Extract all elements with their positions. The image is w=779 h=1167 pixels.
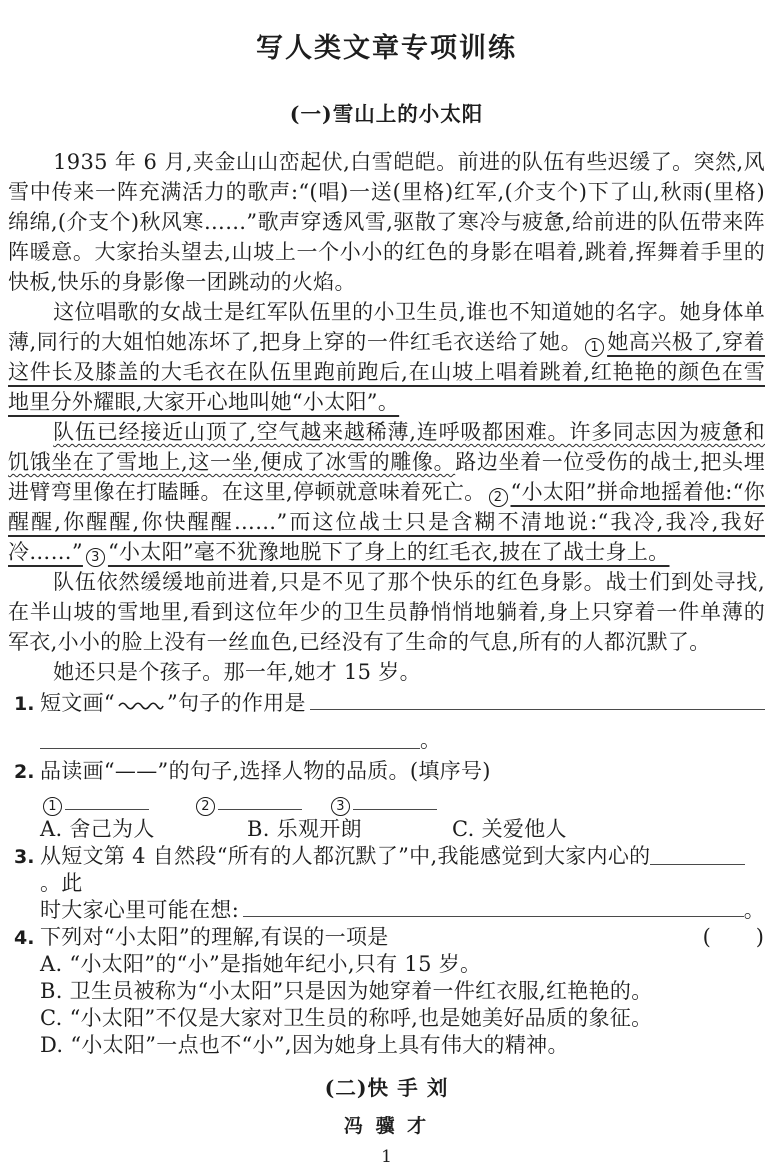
wavy-underlined-sentence: 队伍已经接近山顶了,空气越来越稀薄,连呼吸都困难。许多同志因为疲惫和饥饿坐在了雪地上,这一坐,便成了冰雪的雕像。 xyxy=(8,420,765,474)
question-1-line-1 xyxy=(8,690,765,717)
question-4-text: 下列对“小太阳”的理解,有误的一项是 xyxy=(40,925,389,949)
answer-blank xyxy=(40,730,420,749)
option-b: B. 乐观开朗 xyxy=(247,817,362,841)
author-name: 冯 骥 才 xyxy=(343,1115,430,1137)
question-3-number: 3. xyxy=(14,846,35,868)
passage-text: 这位唱歌的女战士是红军队伍里的小卫生员,谁也不知道她的名字。她身体单薄,同行的大姐怕她冻坏了,把身上穿的一件红毛衣送给了她。 xyxy=(8,300,765,354)
section1-heading: (一)雪山上的小太阳 xyxy=(289,102,484,126)
question-1-text-post: ”句子的作用是 xyxy=(166,691,306,715)
option-a: A. 舍己为人 xyxy=(40,817,155,841)
question-3-line-1 xyxy=(8,843,765,897)
circled-number-2: 2 xyxy=(489,488,508,507)
wavy-line-symbol xyxy=(118,690,164,717)
question-4 xyxy=(8,924,765,1059)
passage-paragraph-1 xyxy=(8,147,765,297)
question-2-blanks-row xyxy=(8,788,765,816)
question-1-text-pre: 短文画“ xyxy=(40,691,115,715)
question-2-number: 2. xyxy=(14,761,35,783)
question-4-number: 4. xyxy=(14,927,35,949)
question-3 xyxy=(8,843,765,924)
question-3-tail: 。 xyxy=(743,898,765,922)
passage-paragraph-4 xyxy=(8,567,765,657)
question-4-option-b: B. 卫生员被称为“小太阳”只是因为她穿着一件红衣服,红艳艳的。 xyxy=(40,979,653,1003)
answer-blank xyxy=(353,791,437,810)
blank-group-3 xyxy=(328,788,437,816)
blank-group-2 xyxy=(193,788,302,816)
section2-heading: (二)快 手 刘 xyxy=(324,1076,449,1100)
circled-number-3: 3 xyxy=(86,548,105,567)
circled-number-1: 1 xyxy=(43,797,62,816)
underlined-sentence-3: “小太阳”毫不犹豫地脱下了身上的红毛衣,披在了战士身上。 xyxy=(107,540,670,564)
question-4-line-1 xyxy=(8,924,765,951)
answer-blank xyxy=(310,691,765,710)
passage-paragraph-5 xyxy=(8,657,765,687)
circled-number-3: 3 xyxy=(331,797,350,816)
passage-text: 她还只是个孩子。那一年,她才 15 岁。 xyxy=(53,660,421,684)
passage-paragraph-2 xyxy=(8,297,765,417)
blank-group-1 xyxy=(40,788,149,816)
question-list xyxy=(8,690,765,1059)
answer-blank xyxy=(65,791,149,810)
question-2 xyxy=(8,758,765,843)
question-3-text-tail: 。此 xyxy=(40,871,83,895)
answer-blank xyxy=(243,898,744,917)
question-4-option-a: A. “小太阳”的“小”是指她年纪小,只有 15 岁。 xyxy=(40,952,482,976)
passage-paragraph-3 xyxy=(8,417,765,567)
question-3-text-2: 时大家心里可能在想: xyxy=(40,898,240,922)
page-title: 写人类文章专项训练 xyxy=(256,33,517,64)
answer-blank xyxy=(218,791,302,810)
question-1-number: 1. xyxy=(14,693,35,715)
circled-number-2: 2 xyxy=(196,797,215,816)
circled-number-1: 1 xyxy=(585,338,604,357)
question-2-text: 品读画“——”的句子,选择人物的品质。(填序号) xyxy=(40,759,491,783)
underlined-sentence-1: 她高兴极了,穿着这件长及膝盖的大毛衣在队伍里跑前跑后,在山坡上唱着跳着,红艳艳的颜色在雪地里分外耀眼,大家开心地叫她“小太阳”。 xyxy=(8,330,766,414)
question-1 xyxy=(8,690,765,754)
question-4-option-d: D. “小太阳”一点也不“小”,因为她身上具有伟大的精神。 xyxy=(40,1033,569,1057)
passage-text: 1935 年 6 月,夹金山山峦起伏,白雪皑皑。前进的队伍有些迟缓了。突然,风雪中传来一阵充满活力的歌声:“(唱)一送(里格)红军,(介支个)下了山,秋雨(里格)绵绵,(介支个)秋风寒……”歌声穿透风雪,驱散了寒冷与疲惫,给前进的队伍带来阵阵暖意。大家抬头望去,山坡上一个小小的红色的身影在唱着,跳着,挥舞着手里的快板,快乐的身影像一团跳动的火焰。 xyxy=(8,150,765,294)
question-3-line-2 xyxy=(8,897,765,924)
question-4-option-c: C. “小太阳”不仅是大家对卫生员的称呼,也是她美好品质的象征。 xyxy=(40,1006,653,1030)
answer-bracket: ( ) xyxy=(702,925,765,949)
question-1-tail: 。 xyxy=(420,728,442,752)
underlined-sentence-2: “小太阳”拼命地摇着他:“你醒醒,你醒醒,你快醒醒……”而这位战士只是含糊不清地说:“我冷,我冷,我好冷……” xyxy=(8,480,766,564)
passage-text: 路边坐着一位受伤的战士,把头埋进臂弯里像在打瞌睡。在这里,停顿就意味着死亡。 xyxy=(8,450,765,504)
reading-passage xyxy=(8,147,765,687)
page-number: 1 xyxy=(381,1147,392,1167)
option-c: C. 关爱他人 xyxy=(452,817,567,841)
answer-blank xyxy=(650,846,745,865)
question-2-options-row xyxy=(8,816,765,843)
question-2-line-1 xyxy=(8,758,765,785)
question-1-line-2 xyxy=(8,727,765,754)
passage-text: 队伍依然缓缓地前进着,只是不见了那个快乐的红色身影。战士们到处寻找,在半山坡的雪地里,看到这位年少的卫生员静悄悄地躺着,身上只穿着一件单薄的军衣,小小的脸上没有一丝血色,已经没有了生命的气息,所有的人都沉默了。 xyxy=(8,570,765,654)
question-3-text: 从短文第 4 自然段“所有的人都沉默了”中,我能感觉到大家内心的 xyxy=(40,844,651,868)
